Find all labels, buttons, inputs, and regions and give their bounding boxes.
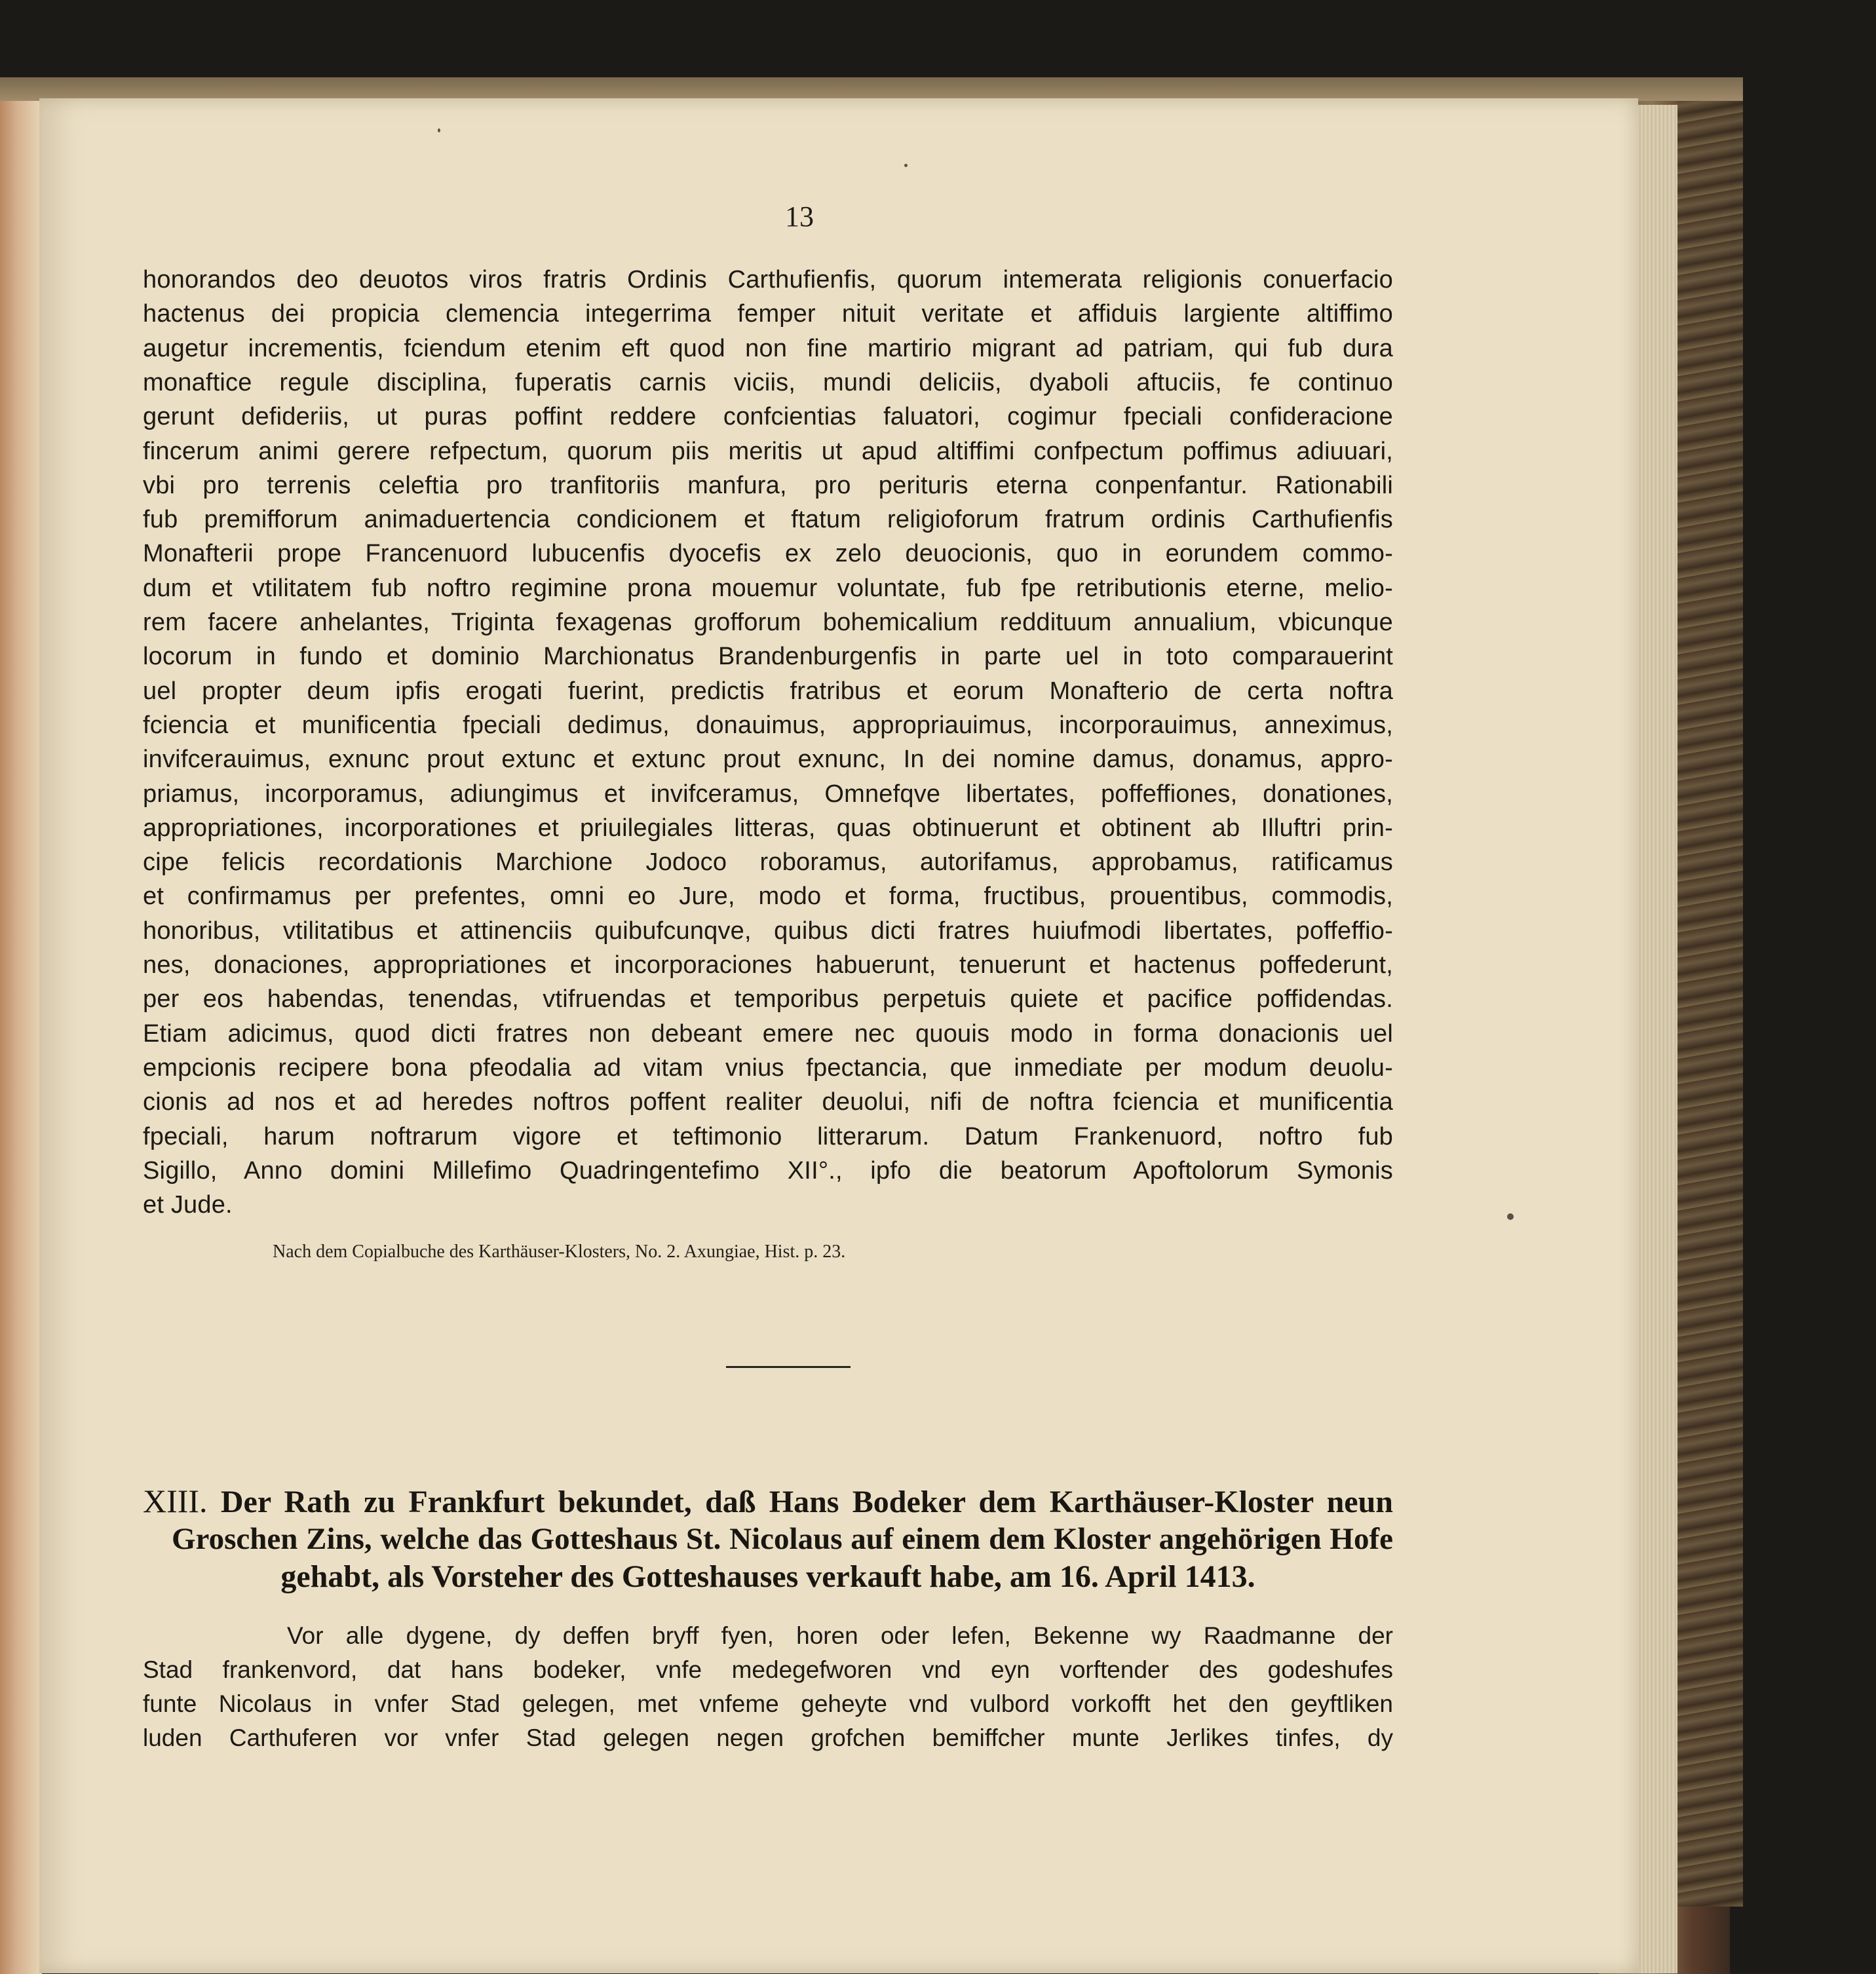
document-heading-line-3: gehabt, als Vorsteher des Gotteshauses verkauft habe, am 16. April 1413.	[280, 1559, 1255, 1594]
latin-text-line: fpeciali, harum noftrarum vigore et teftimonio litterarum. Datum Frankenuord, noftro fub	[143, 1122, 1393, 1150]
top-cover-strip	[0, 77, 1743, 101]
latin-text-line: rem facere anhelantes, Triginta fexagenas grofforum bohemicalium reddituum annualium, vbicunque	[143, 609, 1393, 636]
latin-text-line: appropriationes, incorporationes et priuilegiales litteras, quas obtinuerunt et obtinent ab Illuftri prin-	[143, 814, 1393, 842]
latin-text-line: empcionis recipere bona pfeodalia ad vitam vnius fpectancia, que inmediate per modum deuolu-	[143, 1053, 1393, 1082]
latin-text-line: gerunt defideriis, ut puras poffint reddere confcientias faluatori, cogimur fpeciali confideracione	[143, 403, 1393, 431]
german-text-line: funte Nicolaus in vnfer Stad gelegen, met vnfeme geheyte vnd vulbord vorkofft het den geyftliken	[143, 1690, 1393, 1717]
paper-speck	[1507, 1213, 1514, 1220]
left-page-edge	[0, 77, 42, 1974]
latin-text-line: fciencia et munificentia fpeciali dedimus, donauimus, appropriauimus, incorporauimus, anneximus,	[143, 711, 1393, 739]
page-number: 13	[785, 200, 814, 233]
latin-text-line: et confirmamus per prefentes, omni eo Jure, modo et forma, fructibus, prouentibus, commodis,	[143, 883, 1393, 911]
section-divider	[726, 1366, 851, 1368]
latin-text-line: locorum in fundo et dominio Marchionatus Brandenburgenfis in parte uel in toto comparauerint	[143, 643, 1393, 671]
latin-text-line: dum et vtilitatem fub noftro regimine prona mouemur voluntate, fub fpe retributionis eterne, melio-	[143, 574, 1393, 602]
latin-text-line: priamus, incorporamus, adiungimus et invifceramus, Omnefqve libertates, poffeffiones, donationes,	[143, 780, 1393, 808]
heading-text-1: Der Rath zu Frankfurt bekundet, daß Hans Bodeker dem Karthäuser-Kloster neun	[220, 1485, 1394, 1519]
latin-text-line: fincerum animi gerere refpectum, quorum piis meritis ut apud altiffimi confpectum poffimus adiuuari,	[143, 437, 1393, 465]
marbled-cover-edge	[1677, 98, 1743, 1907]
german-text-line: Vor alle dygene, dy deffen bryff fyen, horen oder lefen, Bekenne wy Raadmanne der	[287, 1622, 1393, 1649]
latin-text-line: augetur incrementis, fciendum etenim eft quod non fine martirio migrant ad patriam, qui fub dura	[143, 334, 1393, 362]
latin-text-line: vbi pro terrenis celeftia pro tranfitoriis manfura, pro perituris eterna conpenfantur. Rationabili	[143, 471, 1393, 499]
latin-text-line: per eos habendas, tenendas, vtifruendas et temporibus perpetuis quiete et pacifice poffidendas.	[143, 985, 1393, 1014]
latin-text-line: uel propter deum ipfis erogati fuerint, predictis fratribus et eorum Monafterio de certa noftra	[143, 677, 1393, 705]
paper-speck	[904, 164, 908, 167]
german-text-line: luden Carthuferen vor vnfer Stad gelegen negen grofchen bemiffcher munte Jerlikes tinfes, dy	[143, 1724, 1393, 1751]
latin-text-line: nes, donaciones, appropriationes et incorporaciones habuerunt, tenuerunt et hactenus poffederunt,	[143, 951, 1393, 979]
latin-text-line: cionis ad nos et ad heredes noftros poffent realiter deuolui, nifi de noftra fciencia et munificentia	[143, 1088, 1393, 1116]
source-note: Nach dem Copialbuche des Karthäuser-Klosters, No. 2. Axungiae, Hist. p. 23.	[273, 1242, 846, 1262]
latin-text-line: monaftice regule disciplina, fuperatis carnis viciis, mundi deliciis, dyaboli aftuciis, fe continuo	[143, 368, 1393, 396]
latin-text-line: honorandos deo deuotos viros fratris Ordinis Carthufienfis, quorum intemerata religionis conuerfacio	[143, 266, 1393, 294]
german-text-line: Stad frankenvord, dat hans bodeker, vnfe medegefworen vnd eyn vorftender des godeshufes	[143, 1656, 1393, 1683]
latin-text-line: fub premifforum animaduertencia condicionem et ftatum religioforum fratrum ordinis Carthufienfis	[143, 506, 1393, 534]
page-fore-edge	[1638, 105, 1677, 1973]
latin-text-line: Etiam adicimus, quod dicti fratres non debeant emere nec quouis modo in forma donacionis uel	[143, 1019, 1393, 1048]
paper-speck	[438, 128, 440, 132]
document-heading-line-1	[143, 1482, 1393, 1521]
latin-text-line: Sigillo, Anno domini Millefimo Quadringentefimo XII°., ipfo die beatorum Apoftolorum Symonis	[143, 1156, 1393, 1185]
latin-text-line: invifcerauimus, exnunc prout extunc et extunc prout exnunc, In dei nomine damus, donamus, appro-	[143, 746, 1393, 774]
document-heading-line-2: Groschen Zins, welche das Gotteshaus St. Nicolaus auf einem dem Kloster angehörigen Hofe	[172, 1522, 1393, 1556]
latin-text-line: honoribus, vtilitatibus et attinenciis quibufcunqve, quibus dicti fratres huiufmodi libertates, poffeffio-	[143, 917, 1393, 945]
latin-text-line: Monafterii prope Francenuord lubucenfis dyocefis ex zelo deuocionis, quo in eorundem commo-	[143, 540, 1393, 568]
latin-text-line: et Jude.	[143, 1191, 233, 1219]
document-number: XIII.	[143, 1483, 208, 1519]
latin-text-line: cipe felicis recordationis Marchione Jodoco roboramus, autorifamus, approbamus, ratificamus	[143, 848, 1393, 877]
latin-text-line: hactenus dei propicia clemencia integerrima femper nituit veritate et affiduis largiente altiffimo	[143, 300, 1393, 328]
